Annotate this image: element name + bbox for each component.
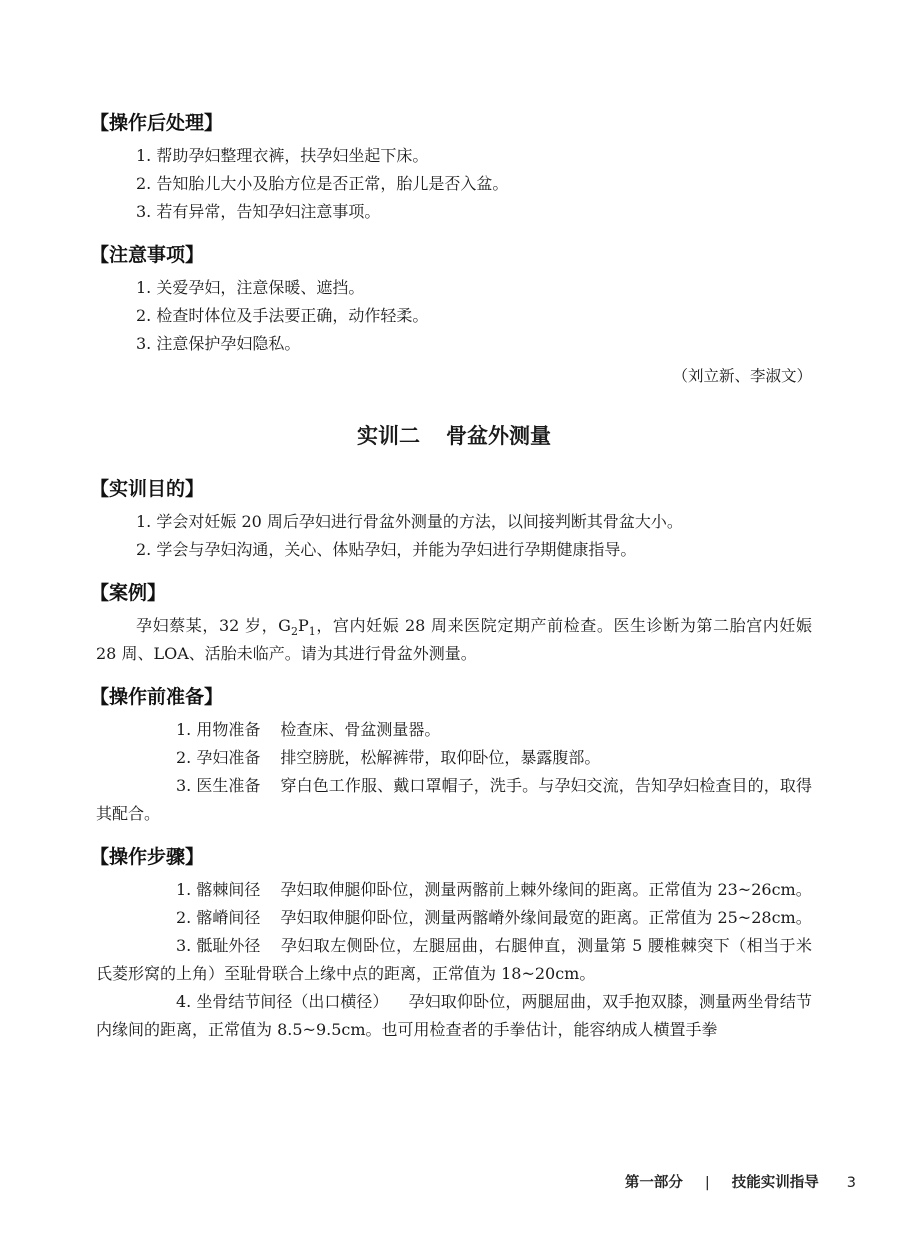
section-heading: 【操作前准备】 <box>90 686 224 708</box>
chapter-number: 实训二 <box>357 424 420 448</box>
section-heading: 【操作后处理】 <box>90 112 224 134</box>
author-credit: （刘立新、李淑文） <box>672 367 812 385</box>
section-post-operation <box>90 108 812 226</box>
list-item <box>96 932 812 988</box>
page-number: 3 <box>846 1175 856 1191</box>
section-heading: 【案例】 <box>90 582 167 604</box>
list-item: 2. 检查时体位及手法要正确，动作轻柔。 <box>136 306 429 325</box>
item-label: 3. 骶耻外径 <box>176 936 261 955</box>
section-preparation <box>90 682 812 828</box>
para-letter: P <box>297 616 309 635</box>
case-text-after: ，宫内妊娠 28 周来医院定期产前检查。医生诊断为第二胎宫内妊娠 28 周、LOA、活胎未临产。请为其进行骨盆外测量。 <box>96 616 812 663</box>
list-item: 1. 帮助孕妇整理衣裤，扶孕妇坐起下床。 <box>136 146 429 165</box>
case-text-before: 孕妇蔡某，32 岁，G <box>136 616 291 635</box>
item-text: 孕妇取左侧卧位，左腿屈曲，右腿伸直，测量第 5 腰椎棘突下（相当于米氏菱形窝的上角）至耻骨联合上缘中点的距离，正常值为 18~20cm。 <box>96 936 812 983</box>
section-precautions <box>90 240 812 390</box>
section-heading: 【操作步骤】 <box>90 846 205 868</box>
item-label: 1. 髂棘间径 <box>176 880 261 899</box>
list-item: 2. 告知胎儿大小及胎方位是否正常，胎儿是否入盆。 <box>136 174 509 193</box>
para-subscript: 1 <box>308 625 316 638</box>
item-label: 1. 用物准备 <box>176 720 261 739</box>
item-text: 检查床、骨盆测量器。 <box>280 720 441 739</box>
list-item: 3. 注意保护孕妇隐私。 <box>136 334 301 353</box>
item-text: 排空膀胱，松解裤带，取仰卧位，暴露腹部。 <box>280 748 601 767</box>
list-item: 3. 若有异常，告知孕妇注意事项。 <box>136 202 381 221</box>
item-text: 穿白色工作服、戴口罩帽子，洗手。与孕妇交流，告知孕妇检查目的，取得其配合。 <box>96 776 812 823</box>
chapter-name: 骨盆外测量 <box>446 424 551 448</box>
section-heading: 【注意事项】 <box>90 244 205 266</box>
list-item: 1. 关爱孕妇，注意保暖、遮挡。 <box>136 278 365 297</box>
item-text: 孕妇取伸腿仰卧位，测量两髂嵴外缘间最宽的距离。正常值为 25~28cm。 <box>280 908 812 927</box>
list-item <box>96 904 812 932</box>
item-text: 孕妇取伸腿仰卧位，测量两髂前上棘外缘间的距离。正常值为 23~26cm。 <box>280 880 812 899</box>
section-heading: 【实训目的】 <box>90 478 205 500</box>
section-steps <box>90 842 812 1044</box>
list-item <box>96 988 812 1044</box>
item-label: 2. 孕妇准备 <box>176 748 261 767</box>
page-footer <box>0 1172 856 1194</box>
list-item: 1. 学会对妊娠 20 周后孕妇进行骨盆外测量的方法，以间接判断其骨盆大小。 <box>136 512 683 531</box>
section-case <box>90 578 812 668</box>
section-objective <box>90 474 812 564</box>
list-item <box>96 744 812 772</box>
footer-title: 技能实训指导 <box>731 1175 819 1191</box>
list-item <box>96 876 812 904</box>
gravida-subscript: 2 <box>290 625 298 638</box>
list-item <box>96 716 812 744</box>
footer-part: 第一部分 <box>624 1175 683 1191</box>
item-text: 孕妇取仰卧位，两腿屈曲，双手抱双膝，测量两坐骨结节内缘间的距离，正常值为 8.5~9.5cm。也可用检查者的手拳估计，能容纳成人横置手拳 <box>96 992 812 1039</box>
case-paragraph <box>96 612 812 668</box>
item-label: 3. 医生准备 <box>176 776 261 795</box>
chapter-title <box>96 418 812 454</box>
footer-separator: | <box>704 1175 710 1191</box>
page-content <box>90 108 812 1044</box>
list-item <box>96 772 812 828</box>
item-label: 2. 髂嵴间径 <box>176 908 261 927</box>
list-item: 2. 学会与孕妇沟通，关心、体贴孕妇，并能为孕妇进行孕期健康指导。 <box>136 540 637 559</box>
item-label: 4. 坐骨结节间径（出口横径） <box>176 992 389 1011</box>
